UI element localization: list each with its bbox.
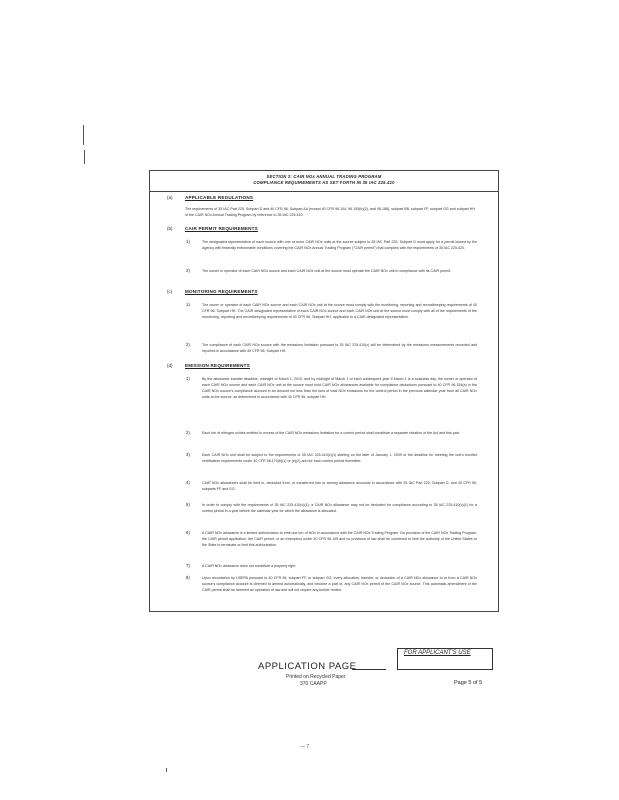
document-frame [149, 170, 499, 612]
paragraph: A CAIR NOx allowance is a limited authorization to emit one ton of NOx in accordance with the CAIR NOx Trading Program. No provision of the CAIR NOx Trading Program, the CAIR permit application, the CAIR permit, or an exemption under 40 CFR 96.105 and no provision of law shall be construed to limit the authority of the United States or the State to terminate or limit this authorization. [202, 531, 477, 548]
scan-mark [83, 125, 84, 145]
header-line-1: SECTION 2: CAIR NOx ANNUAL TRADING PROGRAM [266, 174, 382, 179]
paragraph-number: 1) [186, 376, 190, 381]
bottom-page-mark: — 7 [300, 744, 310, 750]
section-title: EMISSION REQUIREMENTS [185, 363, 250, 368]
header-line-2: COMPLIANCE REQUIREMENTS AS SET FORTH IN 35 IAC 225.410 [253, 180, 395, 185]
section-letter: (a) [167, 195, 173, 200]
paragraph: By the allowance transfer deadline, midnight of March 1, 2010, and by midnight of March 1 of each subsequent year if March 1 is a business day, the owner or operator of each CAIR NOx source and each CAIR NOx unit at the source must hold CAIR NOx allowances available for compliance deductions pursuant to 40 CFR 96.154(a) in the CAIR NOx source's compliance account in an amount not less than the tons of total NOx emissions for the control period in the previous calendar year from all CAIR NOx units at the source, as determined in accordance with 40 CFR 96, subpart HH. [202, 377, 477, 400]
applicants-use-label: FOR APPLICANT'S USE [404, 650, 471, 656]
scan-mark [84, 150, 85, 164]
section-title: APPLICABLE REGULATIONS [185, 195, 254, 200]
paragraph: Upon recordation by USEPA pursuant to 40 CFR 96, subpart FF, or subpart GG, every allocation, transfer, or deduction of a CAIR NOx allowance to or from a CAIR NOx source's compliance account is deemed to amend automatically, and become a part of, any CAIR NOx permit of the CAIR NOx source. This automatic amendment of the CAIR permit shall be deemed an operation of law and will not require any further review. [202, 576, 477, 593]
paragraph-number: 2) [186, 342, 190, 347]
application-page-title: APPLICATION PAGE [258, 661, 357, 672]
applicants-use-box [397, 648, 493, 670]
page-number-blank [352, 669, 386, 670]
paragraph: The compliance of each CAIR NOx source with the emissions limitation pursuant to 35 IAC 225.410(c) will be determined by the emissions measurements recorded and reported in accordance with 40 CFR 96, Subpart HH. [202, 343, 477, 354]
section-header [150, 171, 498, 192]
paragraph: The owner or operator of each CAIR NOx source and each CAIR NOx unit at the source must operate the CAIR NOx unit in compliance with its CAIR permit. [202, 269, 452, 273]
paragraph: The designated representative of each source with one or more CAIR NOx units at the source subject to 35 IAC Part 225, Subpart D must apply for a permit issued by the Agency with federally enforceable conditions covering the CAIR NOx Annual Trading Program ("CAIR permit") that complies with the requirements of 35 IAC 225.420. [202, 240, 477, 251]
paragraph: The owner or operator of each CAIR NOx source and each CAIR NOx unit at the source must comply with the monitoring, reporting and recordkeeping requirements of 40 CFR 96, Subpart HH. The CAIR designated representative of each CAIR NOx source and each CAIR NOx unit at the source must comply with all of the requirements of the monitoring, reporting and recordkeeping requirements of 40 CFR 96, Subpart HH, applicable to a CAIR designated representative. [202, 303, 477, 320]
paragraph: In order to comply with the requirements of 35 IAC 225.410(c)(1), a CAIR NOx allowance may not be deducted for compliance according to 35 IAC 225.410(c)(1) for a control period in a year before the calendar year for which the allowance is allocated. [202, 503, 477, 514]
paragraph-number: 2) [186, 268, 190, 273]
paragraph-number: 1) [186, 302, 190, 307]
paragraph: CAIR NOx allowances shall be held in, deducted from, or transferred into or among allowance accounts in accordance with 35 IAC Part 225, Subpart D, and 40 CFR 96, subparts FF and GG. [202, 481, 477, 492]
section-title: MONITORING REQUIREMENTS [185, 289, 258, 294]
paragraph-number: 4) [186, 480, 190, 485]
paragraph: A CAIR NOx allowance does not constitute a property right. [202, 564, 297, 568]
paragraph-number: 5) [186, 502, 190, 507]
paragraph-number: 1) [186, 239, 190, 244]
section-title: CAIR PERMIT REQUIREMENTS [185, 226, 258, 231]
section-letter: (b) [167, 226, 173, 231]
paragraph-number: 6) [186, 530, 190, 535]
form-code: 370 CAAPP [300, 681, 327, 687]
paragraph-number: 2) [186, 430, 190, 435]
paragraph-number: 8) [186, 575, 190, 580]
paragraph-number: 7) [186, 563, 190, 568]
page-number: Page 5 of 5 [454, 680, 483, 686]
section-letter: (c) [167, 289, 173, 294]
scan-mark [166, 768, 167, 772]
paragraph-number: 3) [186, 452, 190, 457]
printed-note: Printed on Recycled Paper [286, 674, 346, 680]
paragraph: The requirements of 35 IAC Part 225, Subpart D and 40 CFR 96, Subpart AA (except 40 CFR 96.104, 96.105(b)(2), and 96.188), subpart BB, subpart FF, subpart GG and subpart HH of the CAIR NOx Annual Trading Program by reference to 35 IAC 225.410. [185, 207, 475, 218]
section-letter: (d) [167, 363, 173, 368]
paragraph: Each ton of nitrogen oxides emitted in excess of the CAIR NOx emissions limitation for a control period shall constitute a separate violation of the Act and this part. [202, 431, 460, 435]
paragraph: Each CAIR NOx unit shall be subject to the requirements of 35 IAC 225.410(c)(1) starting on the later of January 1, 2009 or the deadline for meeting the unit's monitor certification requirements under 40 CFR 96.170(b)(1) or (b)(2) and for each control period thereafter. [202, 453, 477, 464]
